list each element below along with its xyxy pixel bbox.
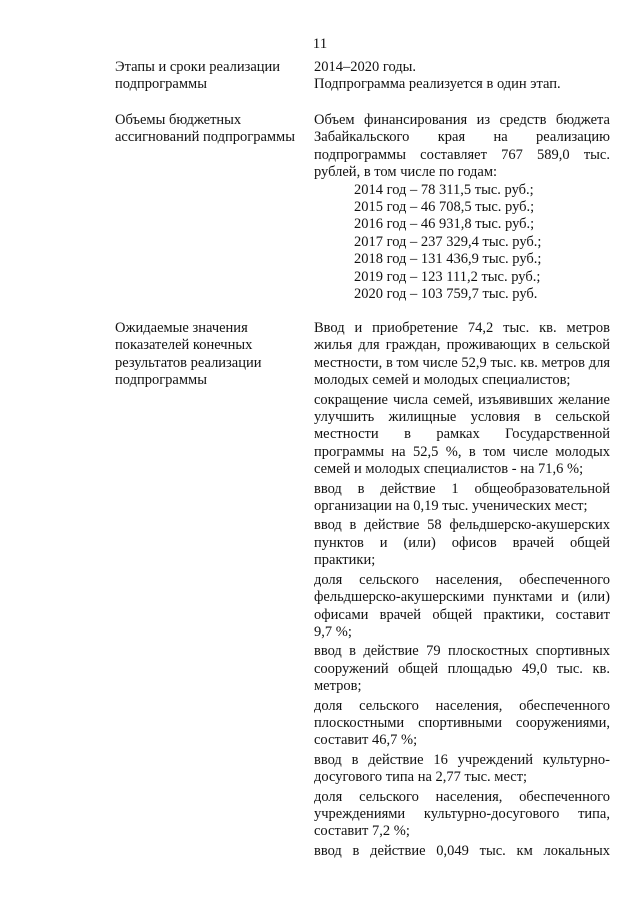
budget-years-list (314, 182, 610, 304)
result-item-line: молодых семей и молодых специалистов; (314, 372, 571, 389)
result-item (314, 789, 610, 841)
result-item-line: 9,7 %; (314, 623, 352, 640)
budget-year-item: 2018 год – 131 436,9 тыс. руб.; (354, 251, 542, 268)
budget-year-item: 2014 год – 78 311,5 тыс. руб.; (354, 181, 534, 198)
result-item (314, 843, 610, 860)
result-item-line: фельдшерско-акушерскими пунктами и (или) (314, 589, 610, 606)
results-list (314, 320, 610, 862)
budget-label-line: Объемы бюджетных (115, 112, 242, 128)
budget-year-item: 2017 год – 237 329,4 тыс. руб.; (354, 233, 542, 250)
result-item (314, 517, 610, 569)
result-item-line: организации на 0,19 тыс. ученических мест; (314, 498, 588, 515)
budget-intro-line: Забайкальского края на реализацию (314, 129, 610, 146)
results-label-line: Ожидаемые значения (115, 320, 248, 336)
result-item-line: пунктов и (или) офисов врачей общей (314, 534, 610, 551)
results-label-line: результатов реализации (115, 354, 262, 371)
result-item (314, 643, 610, 695)
result-item (314, 698, 610, 750)
budget-label-line: ассигнований подпрограммы (115, 129, 295, 146)
result-item-line: ввод в действие 16 учреждений культурно- (314, 751, 610, 768)
result-item-line: сооружений общей площадью 49,0 тыс. кв. (314, 660, 610, 677)
result-item-line: ввод в действие 0,049 тыс. км локальных (314, 842, 610, 859)
stages-label-line: Этапы и сроки реализации (115, 59, 281, 75)
results-label (115, 320, 295, 390)
results-label-line: подпрограммы (115, 372, 207, 389)
result-item-line: Ввод и приобретение 74,2 тыс. кв. метров (314, 320, 610, 336)
result-item-line: плоскостными спортивными сооружениями, (314, 714, 610, 731)
budget-value (314, 112, 610, 303)
budget-intro-line: подпрограммы составляет 767 589,0 тыс. (314, 146, 610, 163)
results-label-line: показателей конечных (115, 337, 253, 354)
stages-label (115, 59, 295, 94)
result-item-line: улучшить жилищные условия в сельской (314, 409, 610, 426)
result-item (314, 320, 610, 390)
budget-year-item: 2020 год – 103 759,7 тыс. руб. (354, 286, 538, 303)
result-item (314, 752, 610, 787)
result-item-line: ввод в действие 1 общеобразовательной (314, 480, 610, 497)
budget-year-item: 2016 год – 46 931,8 тыс. руб.; (354, 216, 535, 233)
result-item-line: доля сельского населения, обеспеченного (314, 571, 610, 588)
result-item-line: ввод в действие 58 фельдшерско-акушерских (314, 517, 610, 534)
result-item-line: составит 46,7 %; (314, 732, 418, 749)
result-item-line: досугового типа на 2,77 тыс. мест; (314, 769, 528, 786)
result-item-line: местности в рамках Государственной (314, 426, 610, 443)
budget-year-item: 2019 год – 123 111,2 тыс. руб.; (354, 268, 541, 285)
result-item-line: офисами врачей общей практики, составит (314, 606, 610, 623)
result-item-line: метров; (314, 678, 362, 695)
stages-value-line: Подпрограмма реализуется в один этап. (314, 76, 561, 93)
result-item-line: практики; (314, 552, 376, 569)
budget-intro-line: Объем финансирования из средств бюджета (314, 112, 610, 128)
budget-year-item: 2015 год – 46 708,5 тыс. руб.; (354, 199, 535, 216)
result-item-line: сокращение числа семей, изъявивших желание (314, 391, 610, 408)
result-item-line: семей и молодых специалистов - на 71,6 %; (314, 461, 584, 478)
stages-value-line: 2014–2020 годы. (314, 59, 417, 75)
result-item-line: программы на 52,5 %, в том числе молодых (314, 443, 610, 460)
result-item-line: учреждениями культурно-досугового типа, (314, 805, 610, 822)
result-item-line: жилья для граждан, проживающих в сельской (314, 337, 610, 354)
budget-label (115, 112, 295, 147)
result-item-line: ввод в действие 79 плоскостных спортивных (314, 643, 610, 660)
result-item-line: составит 7,2 %; (314, 823, 410, 840)
stages-value (314, 59, 610, 94)
result-item (314, 392, 610, 479)
result-item-line: доля сельского населения, обеспеченного (314, 697, 610, 714)
result-item-line: доля сельского населения, обеспеченного (314, 788, 610, 805)
budget-intro-line: рублей, в том числе по годам: (314, 164, 498, 181)
result-item (314, 572, 610, 642)
stages-label-line: подпрограммы (115, 76, 207, 93)
result-item-line: местности, в том числе 52,9 тыс. кв. метров для (314, 354, 610, 371)
page-number: 11 (312, 36, 328, 52)
result-item (314, 481, 610, 516)
